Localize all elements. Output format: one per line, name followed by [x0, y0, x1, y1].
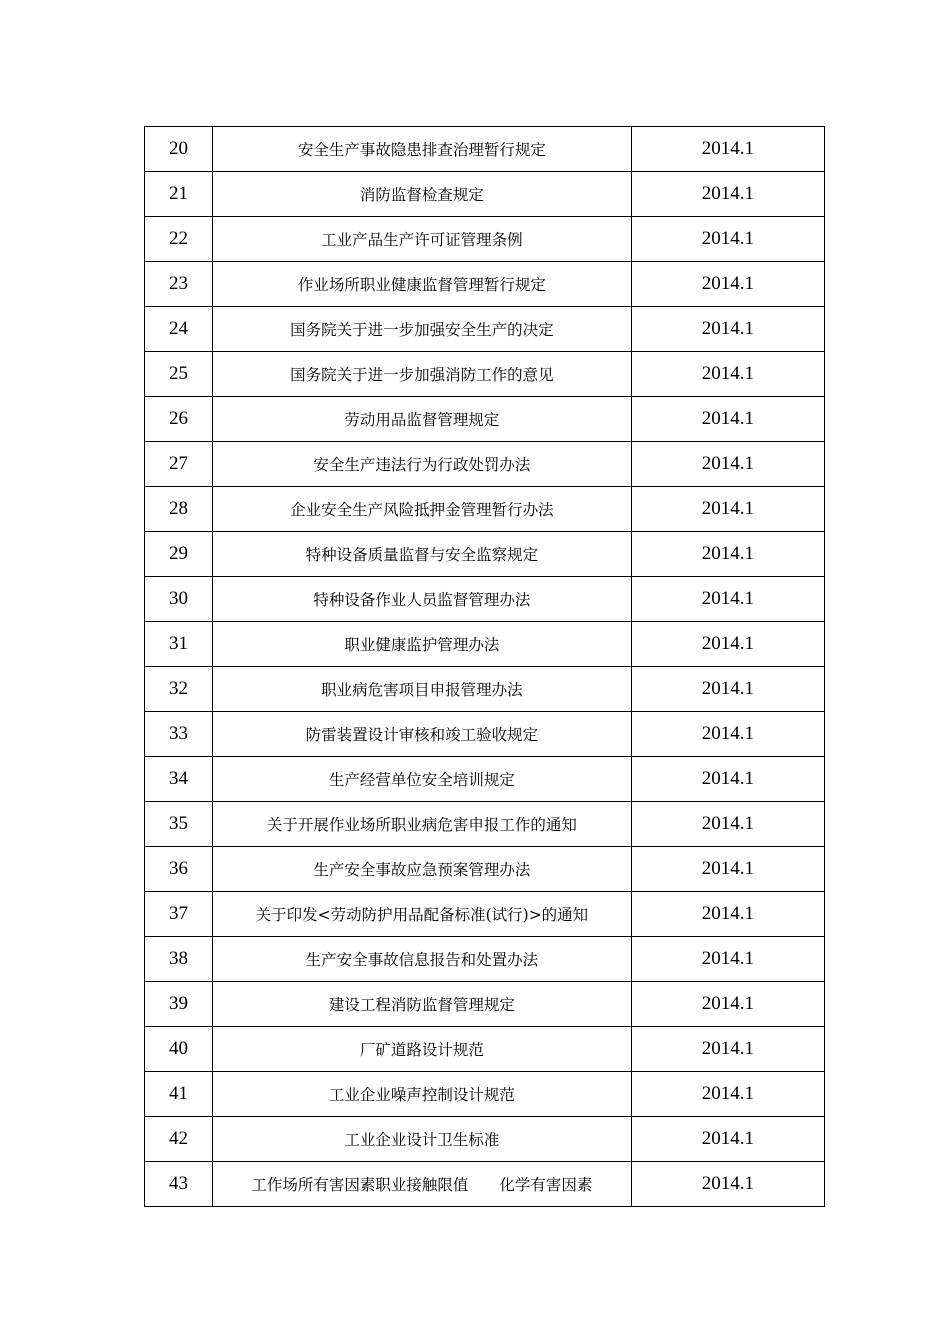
- regulation-date: 2014.1: [631, 937, 824, 982]
- regulation-date: 2014.1: [631, 1027, 824, 1072]
- row-number: 37: [145, 892, 213, 937]
- table-row: [145, 667, 825, 712]
- row-number: 22: [145, 217, 213, 262]
- table-row: [145, 982, 825, 1027]
- table-row: [145, 172, 825, 217]
- regulation-title: 工作场所有害因素职业接触限值 化学有害因素: [213, 1162, 632, 1207]
- regulation-title: 防雷装置设计审核和竣工验收规定: [213, 712, 632, 757]
- regulation-date: 2014.1: [631, 802, 824, 847]
- regulation-date: 2014.1: [631, 127, 824, 172]
- regulation-title: 安全生产事故隐患排查治理暂行规定: [213, 127, 632, 172]
- row-number: 28: [145, 487, 213, 532]
- regulation-title: 关于开展作业场所职业病危害申报工作的通知: [213, 802, 632, 847]
- regulation-title: 消防监督检查规定: [213, 172, 632, 217]
- regulation-title: 生产经营单位安全培训规定: [213, 757, 632, 802]
- table-body: [145, 127, 825, 1207]
- row-number: 26: [145, 397, 213, 442]
- regulation-title: 职业健康监护管理办法: [213, 622, 632, 667]
- regulation-title: 国务院关于进一步加强安全生产的决定: [213, 307, 632, 352]
- row-number: 21: [145, 172, 213, 217]
- table-row: [145, 1117, 825, 1162]
- regulation-title: 工业企业噪声控制设计规范: [213, 1072, 632, 1117]
- regulation-title: 生产安全事故应急预案管理办法: [213, 847, 632, 892]
- table-row: [145, 307, 825, 352]
- row-number: 34: [145, 757, 213, 802]
- regulation-title: 作业场所职业健康监督管理暂行规定: [213, 262, 632, 307]
- regulation-title: 国务院关于进一步加强消防工作的意见: [213, 352, 632, 397]
- table-row: [145, 847, 825, 892]
- table-row: [145, 532, 825, 577]
- regulation-date: 2014.1: [631, 667, 824, 712]
- row-number: 38: [145, 937, 213, 982]
- regulation-date: 2014.1: [631, 442, 824, 487]
- table-row: [145, 577, 825, 622]
- row-number: 36: [145, 847, 213, 892]
- row-number: 24: [145, 307, 213, 352]
- regulation-date: 2014.1: [631, 757, 824, 802]
- regulation-date: 2014.1: [631, 892, 824, 937]
- row-number: 27: [145, 442, 213, 487]
- table-row: [145, 262, 825, 307]
- row-number: 42: [145, 1117, 213, 1162]
- row-number: 30: [145, 577, 213, 622]
- row-number: 41: [145, 1072, 213, 1117]
- table-row: [145, 352, 825, 397]
- regulation-title: 特种设备质量监督与安全监察规定: [213, 532, 632, 577]
- table-row: [145, 757, 825, 802]
- regulation-title: 安全生产违法行为行政处罚办法: [213, 442, 632, 487]
- row-number: 31: [145, 622, 213, 667]
- regulation-date: 2014.1: [631, 982, 824, 1027]
- regulation-title: 工业企业设计卫生标准: [213, 1117, 632, 1162]
- regulation-date: 2014.1: [631, 712, 824, 757]
- table-row: [145, 802, 825, 847]
- regulation-title: 工业产品生产许可证管理条例: [213, 217, 632, 262]
- row-number: 40: [145, 1027, 213, 1072]
- table-row: [145, 622, 825, 667]
- table-row: [145, 442, 825, 487]
- table-row: [145, 397, 825, 442]
- regulation-date: 2014.1: [631, 1072, 824, 1117]
- regulation-title: 职业病危害项目申报管理办法: [213, 667, 632, 712]
- regulation-date: 2014.1: [631, 577, 824, 622]
- table-row: [145, 127, 825, 172]
- regulation-date: 2014.1: [631, 352, 824, 397]
- regulation-title: 建设工程消防监督管理规定: [213, 982, 632, 1027]
- row-number: 29: [145, 532, 213, 577]
- row-number: 35: [145, 802, 213, 847]
- row-number: 23: [145, 262, 213, 307]
- regulation-title: 生产安全事故信息报告和处置办法: [213, 937, 632, 982]
- row-number: 20: [145, 127, 213, 172]
- regulation-title: 特种设备作业人员监督管理办法: [213, 577, 632, 622]
- row-number: 25: [145, 352, 213, 397]
- regulation-date: 2014.1: [631, 307, 824, 352]
- table-row: [145, 937, 825, 982]
- regulation-title: 关于印发<劳动防护用品配备标准(试行)>的通知: [213, 892, 632, 937]
- regulation-date: 2014.1: [631, 532, 824, 577]
- regulation-date: 2014.1: [631, 217, 824, 262]
- regulation-title: 企业安全生产风险抵押金管理暂行办法: [213, 487, 632, 532]
- regulation-date: 2014.1: [631, 622, 824, 667]
- table-row: [145, 487, 825, 532]
- regulation-date: 2014.1: [631, 847, 824, 892]
- table-row: [145, 1162, 825, 1207]
- regulation-date: 2014.1: [631, 172, 824, 217]
- table-row: [145, 1072, 825, 1117]
- regulation-date: 2014.1: [631, 262, 824, 307]
- row-number: 43: [145, 1162, 213, 1207]
- regulation-title: 厂矿道路设计规范: [213, 1027, 632, 1072]
- row-number: 32: [145, 667, 213, 712]
- table-row: [145, 892, 825, 937]
- table-row: [145, 712, 825, 757]
- regulation-date: 2014.1: [631, 487, 824, 532]
- regulation-date: 2014.1: [631, 1117, 824, 1162]
- table-row: [145, 217, 825, 262]
- regulation-date: 2014.1: [631, 397, 824, 442]
- table-row: [145, 1027, 825, 1072]
- regulation-date: 2014.1: [631, 1162, 824, 1207]
- row-number: 39: [145, 982, 213, 1027]
- regulations-table: [144, 126, 825, 1207]
- regulation-title: 劳动用品监督管理规定: [213, 397, 632, 442]
- row-number: 33: [145, 712, 213, 757]
